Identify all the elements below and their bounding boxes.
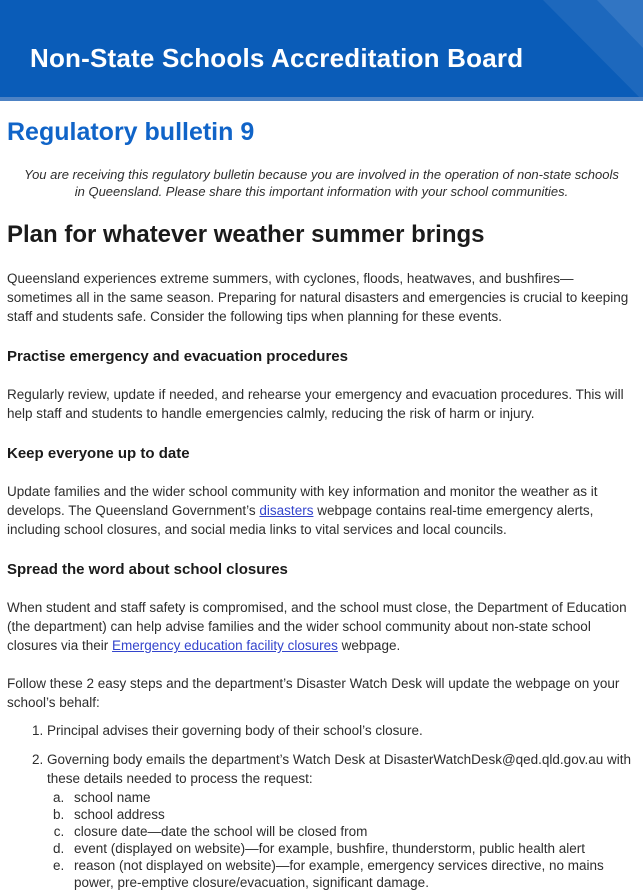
paragraph-text: webpage contains real-time emergency alerts, including school closures, and social media links to vital services and local councils. <box>7 503 594 537</box>
detail-item-closure-date: c. closure date—date the school will be closed from <box>68 823 636 840</box>
bulletin-intro-note: You are receiving this regulatory bulletin because you are involved in the operation of non-state schools in Queensland. Please share this important information with your school communities. <box>24 167 619 199</box>
header-banner <box>0 0 643 101</box>
step-text: Principal advises their governing body of their school’s closure. <box>47 723 423 738</box>
steps-list <box>7 721 636 891</box>
section-heading-closures: Spread the word about school closures <box>7 561 288 578</box>
section-heading-update: Keep everyone up to date <box>7 445 190 462</box>
step-item-2 <box>47 750 636 891</box>
bulletin-body <box>0 117 643 891</box>
section-heading-practise: Practise emergency and evacuation procedures <box>7 348 348 365</box>
bulletin-title: Regulatory bulletin 9 <box>7 118 255 146</box>
detail-item-school-name: a. school name <box>68 789 636 806</box>
paragraph-text: webpage. <box>337 638 401 653</box>
steps-intro-paragraph: Follow these 2 easy steps and the department’s Disaster Watch Desk will update the webpage on your school’s behalf: <box>7 676 620 710</box>
paragraph-text: When student and staff safety is compromised, and the school must close, the Department of Education (the department) can help advise families and the wider school community about non-state school closures via their <box>7 600 627 653</box>
disasters-link[interactable]: disasters <box>259 503 314 518</box>
section-closures-paragraph <box>7 598 636 655</box>
organisation-title: Non-State Schools Accreditation Board <box>30 43 524 73</box>
step-2-details-list <box>47 789 636 891</box>
detail-item-reason: e. reason (not displayed on website)—for example, emergency services directive, no mains power, pre-emptive closure/evacuation, significant damage. <box>68 857 636 891</box>
step-item-1 <box>47 721 636 740</box>
article-lead-paragraph: Queensland experiences extreme summers, with cyclones, floods, heatwaves, and bushfires—sometimes all in the same season. Preparing for natural disasters and emergencies is crucial to keeping staff and students safe. Consider the following tips when planning for these events. <box>7 271 629 324</box>
detail-item-school-address: b. school address <box>68 806 636 823</box>
detail-item-event: d. event (displayed on website)—for example, bushfire, thunderstorm, public health alert <box>68 840 636 857</box>
article-heading: Plan for whatever weather summer brings <box>7 221 485 248</box>
section-update-paragraph <box>7 482 636 539</box>
paragraph-text: Update families and the wider school community with key information and monitor the weather as it develops. The Queensland Government’s <box>7 484 598 518</box>
step-text: Governing body emails the department’s Watch Desk at DisasterWatchDesk@qed.qld.gov.au with these details needed to process the request: <box>47 752 631 786</box>
emergency-education-facility-closures-link[interactable]: Emergency education facility closures <box>112 638 338 653</box>
section-practise-paragraph: Regularly review, update if needed, and rehearse your emergency and evacuation procedures. This will help staff and students to handle emergencies calmly, reducing the risk of harm or injury. <box>7 387 624 421</box>
